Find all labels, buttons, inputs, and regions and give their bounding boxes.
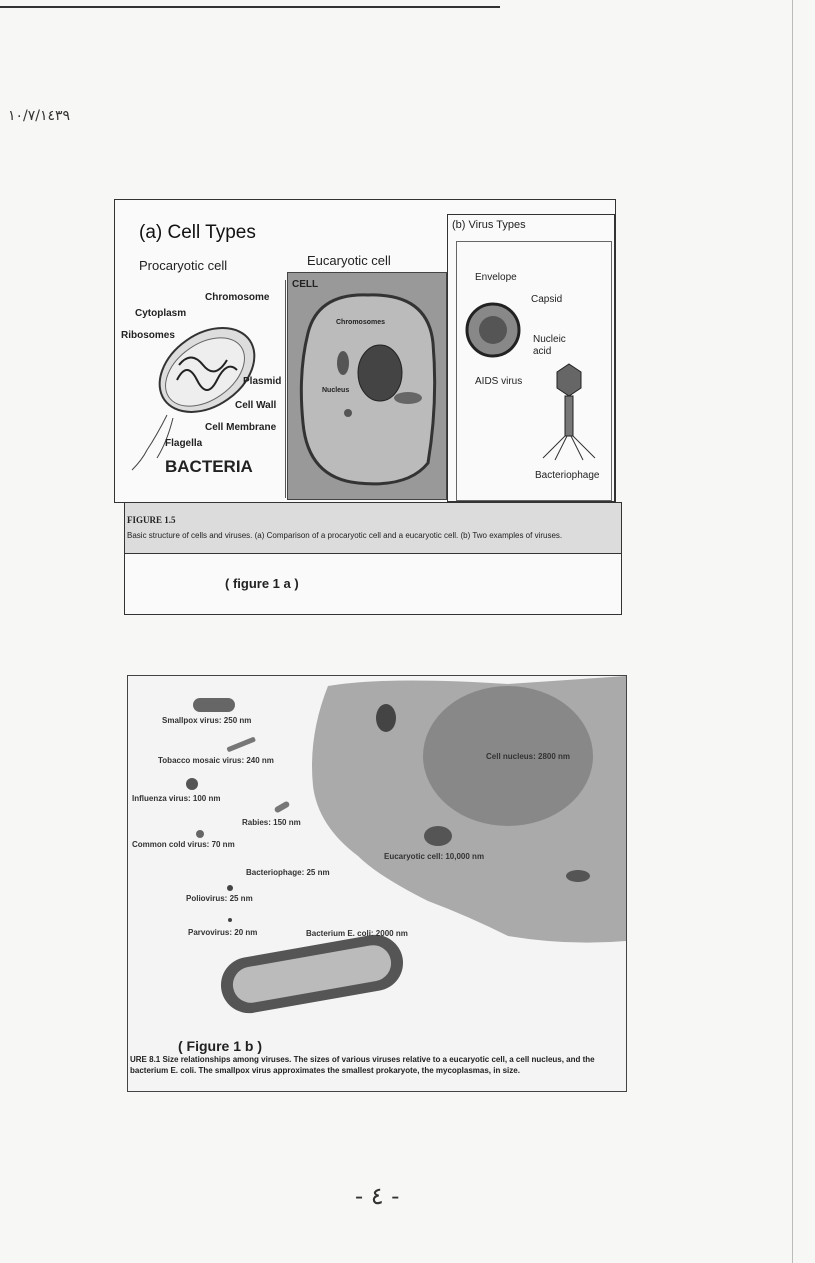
right-edge-line xyxy=(792,0,793,1263)
procaryotic-label: Procaryotic cell xyxy=(139,258,228,273)
size-comparison-illustration xyxy=(128,676,626,1091)
size-smallpox: Smallpox virus: 250 nm xyxy=(162,716,252,725)
size-influenza: Influenza virus: 100 nm xyxy=(132,794,221,803)
label-cell-membrane: Cell Membrane xyxy=(205,422,277,433)
label-cell: CELL xyxy=(292,279,319,290)
label-capsid: Capsid xyxy=(531,294,563,305)
figure-1a-label: ( figure 1 a ) xyxy=(225,576,299,591)
label-nucleus: Nucleus xyxy=(322,387,350,394)
size-eucaryotic-cell: Eucaryotic cell: 10,000 nm xyxy=(384,852,485,861)
figure-1b-caption: URE 8.1 Size relationships among viruses. The sizes of various viruses relative to a eucaryotic cell, a cell nucleus, and the bacterium E. coli. The smallpox virus approximates the smallest prokaryote, the mycoplasmas, in size. xyxy=(130,1055,595,1075)
figure-1a-label-box xyxy=(124,553,622,615)
label-flagella: Flagella xyxy=(165,438,203,449)
label-cytoplasm: Cytoplasm xyxy=(135,308,187,319)
label-bacteriophage: Bacteriophage xyxy=(535,470,600,481)
virus-types-title: (b) Virus Types xyxy=(452,219,526,231)
size-e-coli: Bacterium E. coli: 2000 nm xyxy=(306,929,408,938)
label-envelope: Envelope xyxy=(475,272,517,283)
cell-types-title: (a) Cell Types xyxy=(139,222,256,243)
size-rabies: Rabies: 150 nm xyxy=(242,818,301,827)
figure-1b-label: ( Figure 1 b ) xyxy=(178,1038,262,1054)
eucaryotic-cell-illustration xyxy=(288,273,446,499)
size-parvovirus: Parvovirus: 20 nm xyxy=(188,928,258,937)
figure-1b xyxy=(127,675,627,1092)
bacteria-title: BACTERIA xyxy=(165,457,253,476)
label-aids-virus: AIDS virus xyxy=(475,376,523,387)
label-chromosome: Chromosome xyxy=(205,292,270,303)
virus-diagram xyxy=(456,241,612,501)
label-chromosomes: Chromosomes xyxy=(336,319,386,326)
size-tobacco-mosaic: Tobacco mosaic virus: 240 nm xyxy=(158,756,274,765)
label-nucleic-acid: Nucleic acid xyxy=(533,334,566,357)
eucaryotic-cell-diagram xyxy=(287,272,447,500)
size-common-cold: Common cold virus: 70 nm xyxy=(132,840,235,849)
virus-types-panel xyxy=(447,214,615,502)
figure-1a xyxy=(114,199,616,503)
top-rule xyxy=(0,6,500,8)
size-poliovirus: Poliovirus: 25 nm xyxy=(186,894,253,903)
page-number: - ٤ - xyxy=(355,1182,400,1210)
date-stamp: ١٠/٧/١٤٣٩ xyxy=(8,108,71,124)
figure-1a-caption xyxy=(124,502,622,554)
size-bacteriophage: Bacteriophage: 25 nm xyxy=(246,868,330,877)
caption-title: FIGURE 1.5 xyxy=(127,515,176,525)
label-plasmid: Plasmid xyxy=(243,376,282,387)
label-ribosomes: Ribosomes xyxy=(121,330,175,341)
size-cell-nucleus: Cell nucleus: 2800 nm xyxy=(486,752,571,761)
eucaryotic-label: Eucaryotic cell xyxy=(307,253,391,268)
caption-text: Basic structure of cells and viruses. (a) Comparison of a procaryotic cell and a eucaryotic cell. (b) Two examples of viruses. xyxy=(127,531,563,540)
bacteria-diagram xyxy=(117,280,286,498)
label-cell-wall: Cell Wall xyxy=(235,400,277,411)
